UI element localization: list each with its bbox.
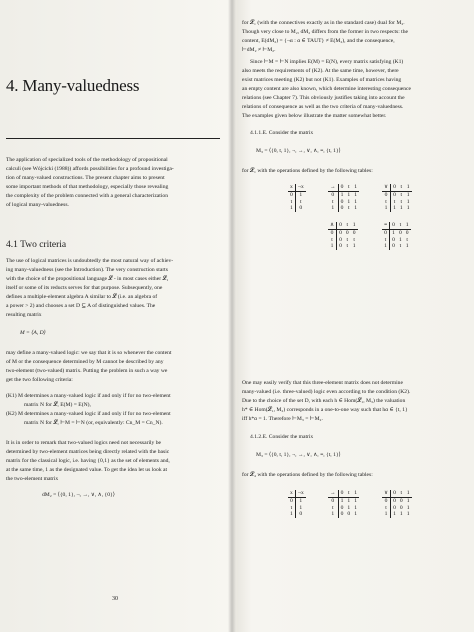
table-cell: 0 <box>340 205 344 212</box>
table-cell: 1 <box>354 497 357 504</box>
table-cell: 1 <box>328 243 337 250</box>
paragraph-line: two-element (two-valued) matrix. Putting the problem in such a way we <box>6 368 168 374</box>
book-spine-shadow <box>228 0 236 632</box>
paragraph-line: One may easily verify that this three-element matrix does not determine <box>242 380 403 386</box>
table-cell: 0 <box>399 504 403 511</box>
table-cell: 1 <box>406 191 410 198</box>
table-row <box>328 497 359 504</box>
paragraph-line: matrix for the classical logic, i.e. having {0,1} as the set of elements and, <box>6 458 170 464</box>
table-cell: 1 <box>340 497 344 504</box>
table-cell: 1 <box>299 504 303 511</box>
table-cell: 0 <box>382 497 391 504</box>
table-cell: 0 <box>328 191 338 198</box>
table-cell: 0 <box>352 229 356 236</box>
table-header-cell: t <box>398 490 405 497</box>
tables-intro: for 𝓛₄ with the operations defined by the following tables: <box>242 472 373 478</box>
table-header-row <box>382 490 412 497</box>
and-table-ex1 <box>328 222 358 250</box>
table-cell: 1 <box>347 191 351 198</box>
table-cell: 1 <box>382 511 391 518</box>
table-cell: 1 <box>392 229 395 236</box>
table-row <box>382 243 411 250</box>
table-header-cell: ¬x <box>295 184 305 191</box>
paragraph-line: defines a multiple-element algebra A similar to 𝓛 (i.e. an algebra of <box>6 294 158 300</box>
table-cell: 0 <box>399 497 403 504</box>
table-cell: t <box>288 505 295 512</box>
table-cell: 1 <box>406 198 410 205</box>
table-cell: 0 <box>288 191 295 198</box>
table-header-row <box>328 490 359 497</box>
table-cell: 1 <box>393 511 396 518</box>
neg-table-ex1 <box>288 184 306 212</box>
table-header-cell: ≡ <box>382 222 390 229</box>
table-cell: 0 <box>299 511 303 518</box>
table-cell: 0 <box>347 511 351 518</box>
table-cell: t <box>382 505 391 512</box>
intro-line: of logical many-valuedness. <box>6 202 69 208</box>
table-header-cell: 0 <box>391 184 398 191</box>
paragraph-line: It is in order to remark that two-valued logics need not necessarily be <box>6 440 162 446</box>
table-header-cell: 0 <box>391 490 398 497</box>
paragraph-line: with the choice of the propositional language 𝓛 - in most cases either 𝓛₁ <box>6 276 169 282</box>
table-cell: 0 <box>339 229 342 236</box>
table-row <box>382 497 412 504</box>
table-header-cell: ¬x <box>295 490 305 497</box>
table-cell: 1 <box>354 198 357 205</box>
table-header-cell: → <box>328 490 338 497</box>
table-row <box>328 505 359 512</box>
table-cell: 1 <box>299 497 303 504</box>
table-header-cell: → <box>328 184 338 191</box>
table-cell: 0 <box>328 497 338 504</box>
table-row <box>288 205 306 212</box>
paragraph-line: ing many-valuedness (see the Introduction). The very construction starts <box>6 267 168 273</box>
table-cell: 1 <box>354 511 357 518</box>
dual-matrix-formula: dM₂ = ⟨{0, 1}, ¬, →, ∨, ∧, {0}⟩ <box>42 492 115 498</box>
table-cell: 0 <box>392 236 395 243</box>
table-cell: 1 <box>406 511 410 518</box>
table-header-cell: ∨ <box>382 490 391 497</box>
chapter-rule <box>6 138 220 139</box>
paragraph-line: an empty content are also known, which determine interesting consequence <box>242 86 411 92</box>
paragraph-line: content, E(dM₂) = {¬α : α ∈ TAUT} ≠ E(M₂), and the consequence, <box>242 38 395 44</box>
table-header-cell: t <box>398 184 405 191</box>
table-cell: t <box>288 199 295 206</box>
table-cell: 1 <box>347 497 351 504</box>
table-cell: 1 <box>406 497 410 504</box>
table-cell: 1 <box>393 205 396 212</box>
table-cell: 0 <box>393 504 396 511</box>
table-cell: t <box>400 198 403 205</box>
neg-table-ex2 <box>288 490 306 518</box>
paragraph-line: ⊢dM₂ ≠ ⊢M₂. <box>242 47 276 53</box>
table-cell: 1 <box>382 205 391 212</box>
table-cell: t <box>382 199 391 206</box>
table-cell: t <box>406 236 408 243</box>
table-cell: 0 <box>405 229 409 236</box>
table-cell: 1 <box>328 205 338 212</box>
table-row <box>328 205 359 212</box>
table-cell: 1 <box>288 205 295 212</box>
example-formula: M₃ = ⟨{0, t, 1}, ¬, →, ∨, ∧, ≡, {t, 1}⟩ <box>256 148 341 154</box>
example-heading: 4.1.2.E. Consider the matrix <box>250 434 314 440</box>
table-row <box>288 199 306 206</box>
table-cell: 0 <box>392 243 395 250</box>
table-cell: t <box>328 199 338 206</box>
paragraph-line: Since ⊢M = ⊢N implies E(M) = E(N), every matrix satisfying (K1) <box>250 59 404 65</box>
table-cell: 0 <box>340 511 344 518</box>
table-cell: t <box>328 237 337 244</box>
table-cell: t <box>299 198 302 205</box>
table-header-cell: 0 <box>338 184 345 191</box>
table-cell: 0 <box>382 191 391 198</box>
paragraph-line: Due to the choice of the set D, with each h ∈ Hom(𝓛₁, M₃) the valuation <box>242 398 406 404</box>
table-row <box>328 191 359 198</box>
table-cell: 1 <box>398 236 402 243</box>
example-formula: M₃ = ⟨{0, t, 1}, ¬, →, ∨, ∧, ≡, {t, 1}⟩ <box>256 452 341 458</box>
table-header-row <box>328 184 359 191</box>
table-cell: 1 <box>406 504 410 511</box>
table-cell: t <box>346 243 349 250</box>
intro-line: calculi (see Wójcicki (1988)) affords possibilities for a profound investiga- <box>6 166 174 172</box>
table-header-row <box>382 222 411 229</box>
paragraph-line: The use of logical matrices is undoubtedly the most natural way of achiev- <box>6 258 174 264</box>
page-number: 30 <box>112 596 118 602</box>
table-cell: 1 <box>340 191 344 198</box>
paragraph-line: The examples given below illustrate the matter somewhat better. <box>242 113 387 119</box>
paragraph-line: exist matrices meeting (K2) but not (K1). Examples of matrices having <box>242 77 402 83</box>
table-cell: t <box>353 236 355 243</box>
table-row <box>288 191 306 198</box>
table-row <box>382 237 411 244</box>
table-row <box>382 505 412 512</box>
table-row <box>382 191 412 198</box>
matrix-formula: M = ⟨A, D⟩ <box>20 330 46 336</box>
table-header-row <box>382 184 412 191</box>
table-header-cell: ∨ <box>382 184 391 191</box>
table-cell: 1 <box>347 198 351 205</box>
criterion-k1: (K1) M determines a many-valued logic if and only if for no two-element <box>6 393 171 399</box>
table-row <box>382 511 412 518</box>
intro-line: The application of specialized tools of the methodology of propositional <box>6 157 168 163</box>
criterion-k2: matrix N for 𝓛, ⊢M = ⊢N (or, equivalently: Cn_M = Cn_N). <box>24 420 163 426</box>
table-cell: t <box>346 236 349 243</box>
table-cell: 1 <box>328 511 338 518</box>
paragraph-line: also meets the requirements of (K2). At the same time, however, there <box>242 68 399 74</box>
table-cell: 1 <box>288 511 295 518</box>
table-cell: 1 <box>399 511 403 518</box>
table-row <box>382 229 411 236</box>
table-header-row <box>288 184 306 191</box>
table-row <box>288 511 306 518</box>
table-cell: 1 <box>347 504 351 511</box>
paragraph-line: many-valued (i.e. three-valued) logic even according to the condition (K2). <box>242 389 411 395</box>
paragraph-line: of M or the consequence determined by M cannot be described by any <box>6 359 164 365</box>
paragraph-line: relations of consequence as well as the two criteria of many-valuedness. <box>242 104 404 110</box>
paragraph-line: a power > 2) and chooses a set D ⊆ A of distinguished values. The <box>6 303 156 309</box>
chapter-title: 4. Many-valuedness <box>6 76 140 95</box>
paragraph-line: h* ∈ Hom(𝓛₁, M₂) corresponds in a one-to-one way such that hα ∈ {t, 1} <box>242 407 408 413</box>
table-cell: 0 <box>345 229 349 236</box>
intro-line: some important methods of that methodology, especially those revealing <box>6 184 169 190</box>
table-cell: 0 <box>288 497 295 504</box>
table-header-cell: ∧ <box>328 222 337 229</box>
table-header-cell: 0 <box>338 490 345 497</box>
table-cell: 1 <box>299 191 303 198</box>
example-heading: 4.1.1.E. Consider the matrix <box>250 130 314 136</box>
paragraph-line: at the same time, 1 as the designated value. To get the idea let us look at <box>6 467 168 473</box>
table-header-row <box>288 490 306 497</box>
paragraph-line: determined by two-element matrices being directly related with the basic <box>6 449 170 455</box>
paragraph-line: resulting matrix <box>6 312 42 318</box>
table-header-cell: 1 <box>406 184 410 190</box>
table-cell: 0 <box>398 229 402 236</box>
paragraph-line: itself or some of its reducts serves for that purpose. Subsequently, one <box>6 285 163 291</box>
table-row <box>328 237 358 244</box>
impl-table-ex1 <box>328 184 359 212</box>
section-title: 4.1 Two criteria <box>6 240 67 250</box>
paragraph-line: Though very close to M₂, dM₂ differs from the former in two respects: the <box>242 29 408 35</box>
criterion-k2: (K2) M determines a many-valued logic if and only if for no two-element <box>6 411 171 417</box>
table-header-cell: x <box>288 184 295 191</box>
table-cell: 0 <box>382 229 390 236</box>
table-cell: 0 <box>393 497 396 504</box>
table-cell: 1 <box>352 243 356 250</box>
table-cell: 1 <box>354 205 357 212</box>
intro-line: the complexity of the problem connected with a general characterization <box>6 193 168 199</box>
table-header-cell: 1 <box>406 490 410 496</box>
table-cell: 1 <box>405 243 409 250</box>
table-header-cell: 1 <box>354 184 357 190</box>
table-row <box>328 511 359 518</box>
tables-intro: for 𝓛₁ with the operations defined by the following tables: <box>242 168 373 174</box>
table-cell: 0 <box>340 504 344 511</box>
table-header-cell: 0 <box>390 222 397 229</box>
table-cell: 0 <box>299 205 303 212</box>
or-table-ex1 <box>382 184 412 212</box>
table-cell: 1 <box>354 191 357 198</box>
table-cell: t <box>399 243 402 250</box>
table-cell: t <box>393 198 396 205</box>
table-header-cell: 1 <box>354 490 357 496</box>
paragraph-line: for 𝓛₁ (with the connectives exactly as in the standard case) dual for M₂. <box>242 20 405 26</box>
paragraph-line: get the two following criteria: <box>6 377 73 383</box>
table-row <box>288 497 306 504</box>
table-cell: 0 <box>339 243 342 250</box>
table-header-cell: 1 <box>405 222 409 228</box>
table-row <box>382 199 412 206</box>
table-header-cell: t <box>345 490 352 497</box>
table-cell: 1 <box>399 205 403 212</box>
paragraph-line: iff h*α = 1. Therefore ⊢M₃ = ⊢M₂. <box>242 416 323 422</box>
table-header-cell: 0 <box>337 222 344 229</box>
table-cell: 0 <box>328 229 337 236</box>
table-row <box>328 229 358 236</box>
table-header-row <box>328 222 358 229</box>
table-header-cell: 1 <box>352 222 356 228</box>
table-header-cell: t <box>344 222 351 229</box>
or-table-ex2 <box>382 490 412 518</box>
table-row <box>382 205 412 212</box>
criterion-k1: matrix N for 𝓛, E(M) = E(N), <box>24 402 91 408</box>
table-cell: t <box>382 237 390 244</box>
table-cell: 1 <box>406 205 410 212</box>
table-cell: 0 <box>339 236 342 243</box>
table-header-cell: t <box>397 222 404 229</box>
table-cell: 1 <box>382 243 390 250</box>
impl-table-ex2 <box>328 490 359 518</box>
table-row <box>328 243 358 250</box>
table-cell: 1 <box>354 504 357 511</box>
table-header-cell: t <box>345 184 352 191</box>
table-cell: t <box>348 205 350 212</box>
table-cell: 0 <box>340 198 344 205</box>
intro-line: tion of many-valued constructions. The present chapter aims to present <box>6 175 165 181</box>
paragraph-line: relations (see Chapter 7). This obviously justifies taking into account the <box>242 95 405 101</box>
table-row <box>328 199 359 206</box>
table-cell: t <box>400 191 403 198</box>
table-cell: 0 <box>393 191 396 198</box>
table-header-cell: x <box>288 490 295 497</box>
table-cell: t <box>328 505 338 512</box>
paragraph-line: the two-element matrix <box>6 476 59 482</box>
eq-table-ex1 <box>382 222 411 250</box>
paragraph-line: may define a many-valued logic: we say that it is so whenever the content <box>6 350 172 356</box>
table-row <box>288 505 306 512</box>
